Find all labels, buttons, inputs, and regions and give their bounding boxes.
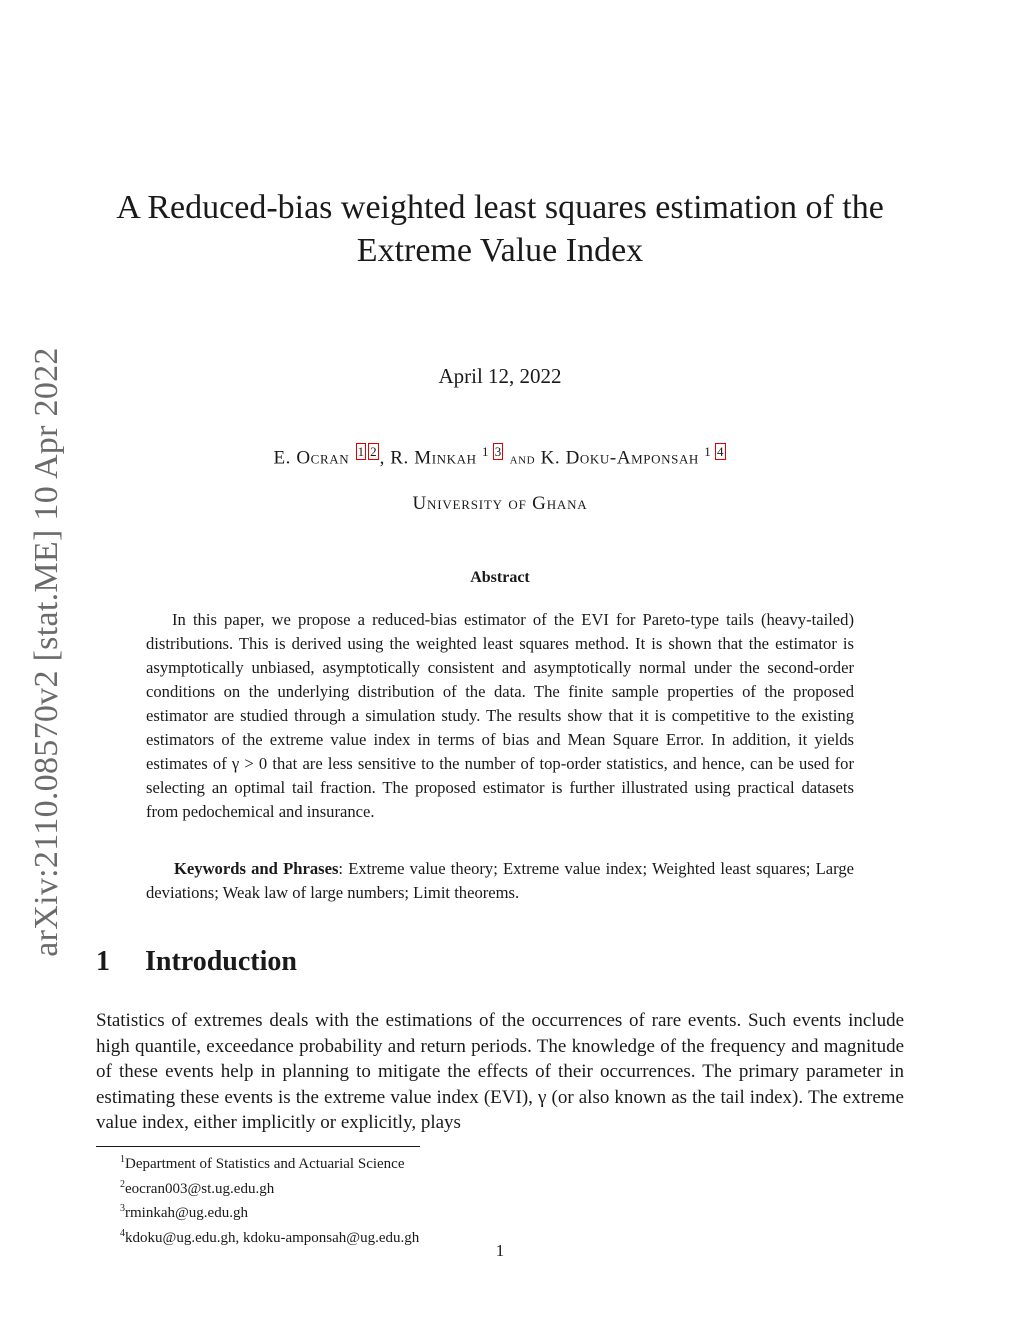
footnote [120, 1150, 720, 1175]
author-name: K. Doku-Amponsah [540, 447, 699, 469]
paper-date: April 12, 2022 [438, 364, 562, 388]
page-number: 1 [495, 1241, 505, 1260]
footnote-mark: 4 [120, 1227, 125, 1239]
affiliation-marker [355, 444, 380, 459]
footnote-link[interactable]: 1 [357, 444, 365, 459]
affiliation-number: 1 [704, 444, 711, 459]
section-number: 1 [96, 946, 110, 977]
section-title: Introduction [145, 946, 297, 977]
footnote [120, 1199, 720, 1224]
footnote [120, 1175, 720, 1200]
footnote-divider [96, 1146, 420, 1147]
footnote-email[interactable]: eocran003@st.ug.edu.gh [125, 1180, 275, 1197]
paper-title [92, 186, 908, 272]
footnote-mark: 2 [120, 1178, 125, 1190]
footnote-link[interactable]: 2 [370, 444, 377, 459]
abstract-text: In this paper, we propose a reduced-bias estimator of the EVI for Pareto-type tails (heavy-tailed) distributions. This is derived using the weighted least squares method. It is shown that the estimator is asymptotically unbiased, asymptotically consistent and asymptotically normal under the second-order conditions on the underlying distribution of the data. The finite sample properties of the proposed estimator are studied through a simulation study. The results show that it is competitive to the existing estimators of the extreme value index in terms of bias and Mean Square Error. In addition, it yields estimates of γ > 0 that are less sensitive to the number of top-order statistics, and hence, can be used for selecting an optimal tail fraction. The proposed estimator is further illustrated using practical datasets from pedochemical and insurance. [146, 610, 854, 821]
footnote-link[interactable]: 4 [717, 444, 724, 459]
title-line-2: Extreme Value Index [356, 232, 644, 269]
author-list [0, 444, 1000, 469]
keywords-text: : Extreme value theory; Extreme value index; Weighted least squares; Large deviations; Weak law of large numbers; Limit theorems. [146, 859, 854, 902]
footnote-link[interactable]: 3 [494, 444, 502, 459]
footnote-mark: 3 [120, 1203, 125, 1214]
author-conjunction: and [509, 450, 536, 468]
affiliation-number: 1 [481, 444, 489, 459]
section-heading [96, 946, 297, 978]
footnote-email[interactable]: rminkah@ug.edu.gh [125, 1205, 248, 1221]
footnotes [120, 1150, 720, 1248]
keywords-label: Keywords and Phrases [174, 859, 339, 878]
author-name: R. Minkah [390, 447, 477, 469]
author-name: E. Ocran [273, 447, 350, 469]
title-line-1: A Reduced-bias weighted least squares estimation of the [116, 189, 884, 226]
author-separator: , [379, 447, 391, 469]
footnote-mark: 1 [120, 1154, 125, 1165]
abstract-heading: Abstract [470, 569, 530, 586]
affiliation-marker [704, 444, 726, 459]
arxiv-identifier[interactable]: arXiv:2110.08570v2 [stat.ME] 10 Apr 2022 [28, 347, 65, 957]
keywords [146, 857, 854, 905]
introduction-paragraph: Statistics of extremes deals with the estimations of the occurrences of rare events. Such events include high quantile, exceedance probability and return periods. The knowledge of the frequency and magnitude of these events help in planning to mitigate the effects of their occurrences. The primary parameter in estimating these events is the extreme value index (EVI), γ (or also known as the tail index). The extreme value index, either implicitly or explicitly, plays [96, 1010, 904, 1133]
footnote-email[interactable]: kdoku@ug.edu.gh, kdoku-amponsah@ug.edu.gh [125, 1229, 420, 1246]
footnote-text: Department of Statistics and Actuarial Science [125, 1156, 405, 1172]
affiliation: University of Ghana [412, 493, 588, 514]
affiliation-marker [482, 444, 504, 459]
